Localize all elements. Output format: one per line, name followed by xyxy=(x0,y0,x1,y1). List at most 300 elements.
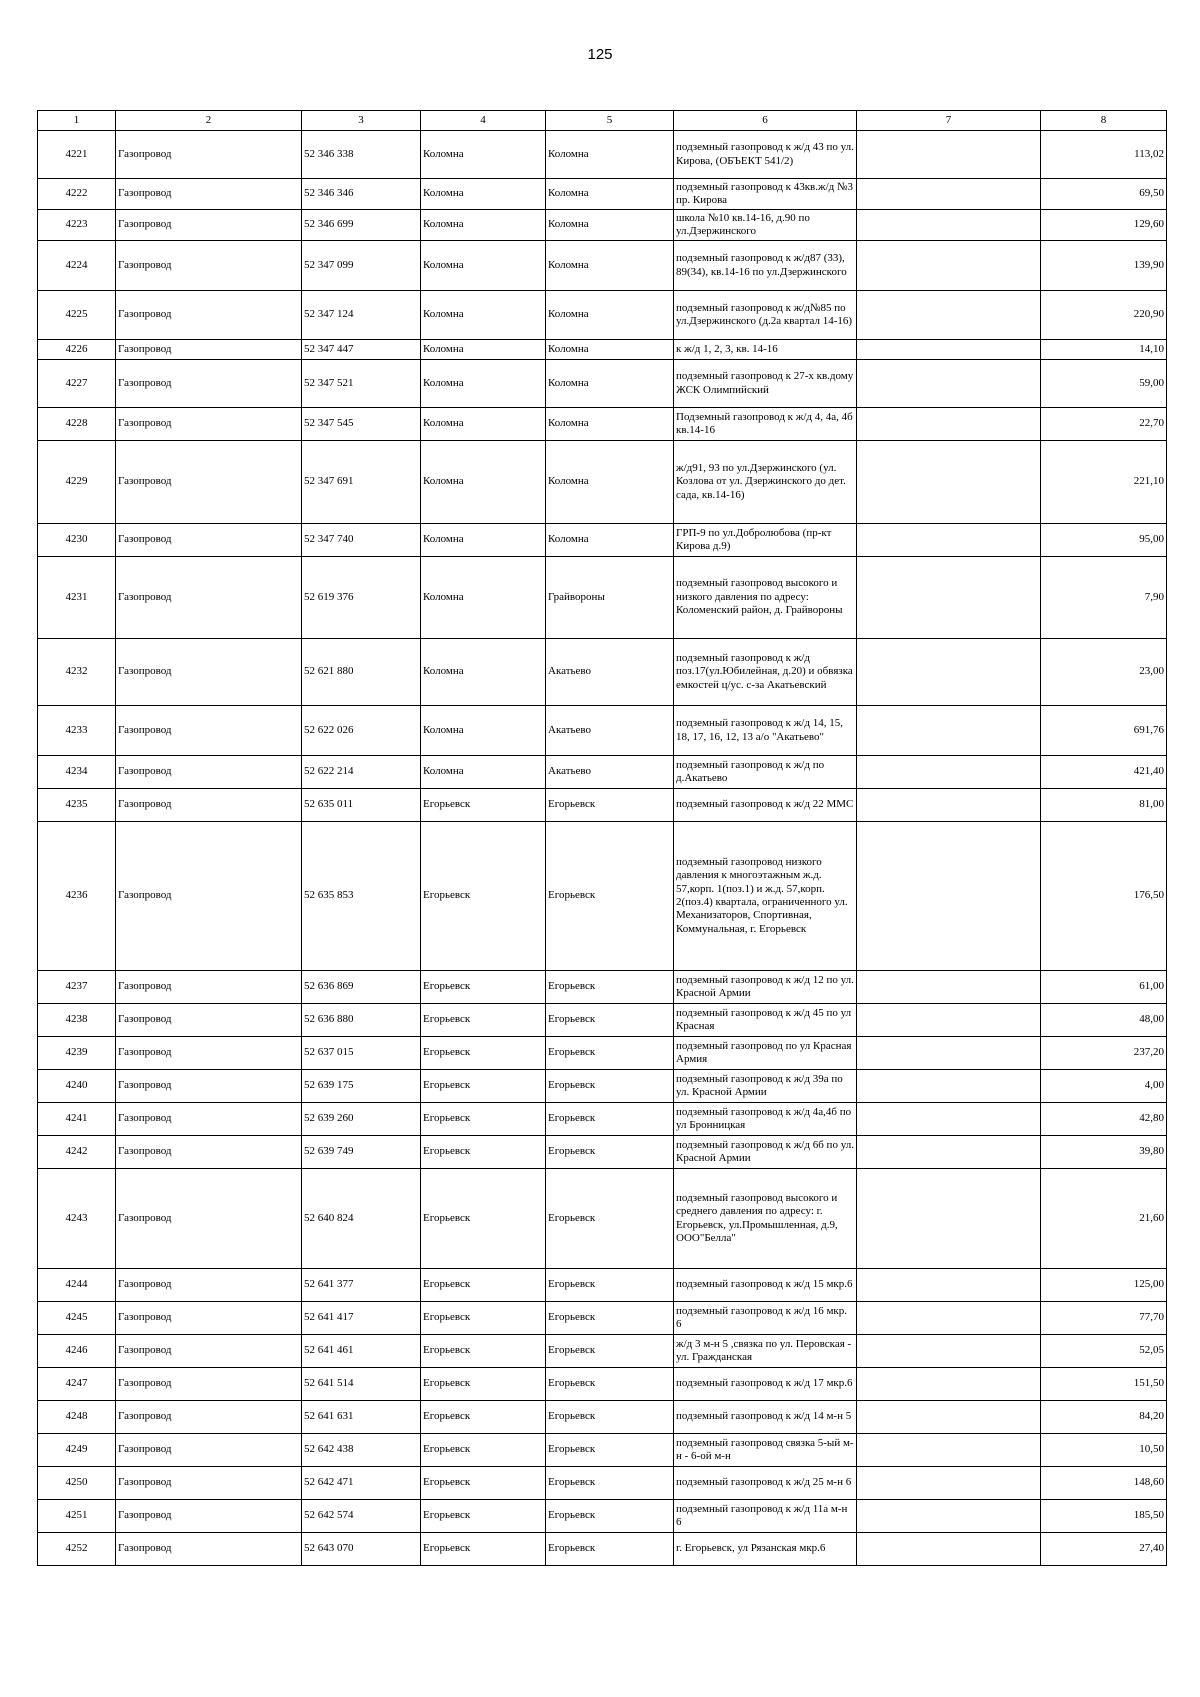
table-row xyxy=(38,360,1167,408)
district: Коломна xyxy=(421,441,546,524)
object-value: 14,10 xyxy=(1041,340,1167,360)
table-row xyxy=(38,1169,1167,1269)
column-header: 5 xyxy=(546,111,674,131)
column-7 xyxy=(857,756,1041,789)
table-row xyxy=(38,1401,1167,1434)
district: Егорьевск xyxy=(421,1401,546,1434)
column-7 xyxy=(857,639,1041,706)
object-value: 10,50 xyxy=(1041,1434,1167,1467)
row-number: 4252 xyxy=(38,1533,116,1566)
locality: Егорьевск xyxy=(546,1136,674,1169)
column-7 xyxy=(857,241,1041,291)
district: Егорьевск xyxy=(421,1434,546,1467)
object-code: 52 636 869 xyxy=(302,971,421,1004)
object-value: 421,40 xyxy=(1041,756,1167,789)
object-description: г. Егорьевск, ул Рязанская мкр.6 xyxy=(674,1533,857,1566)
object-value: 691,76 xyxy=(1041,706,1167,756)
district: Коломна xyxy=(421,756,546,789)
object-value: 129,60 xyxy=(1041,210,1167,241)
locality: Коломна xyxy=(546,441,674,524)
object-value: 221,10 xyxy=(1041,441,1167,524)
column-7 xyxy=(857,291,1041,340)
locality: Егорьевск xyxy=(546,1037,674,1070)
table-row xyxy=(38,340,1167,360)
table-row xyxy=(38,1368,1167,1401)
district: Коломна xyxy=(421,524,546,557)
column-7 xyxy=(857,1467,1041,1500)
row-number: 4240 xyxy=(38,1070,116,1103)
column-7 xyxy=(857,1136,1041,1169)
object-value: 185,50 xyxy=(1041,1500,1167,1533)
table-row xyxy=(38,1037,1167,1070)
column-7 xyxy=(857,360,1041,408)
row-number: 4226 xyxy=(38,340,116,360)
object-code: 52 639 260 xyxy=(302,1103,421,1136)
table-row xyxy=(38,557,1167,639)
column-7 xyxy=(857,1070,1041,1103)
column-7 xyxy=(857,971,1041,1004)
locality: Коломна xyxy=(546,131,674,179)
object-description: подземный газопровод к ж/д 11а м-н 6 xyxy=(674,1500,857,1533)
column-7 xyxy=(857,1434,1041,1467)
object-code: 52 619 376 xyxy=(302,557,421,639)
locality: Егорьевск xyxy=(546,1169,674,1269)
row-number: 4223 xyxy=(38,210,116,241)
object-description: подземный газопровод к ж/д№85 по ул.Дзержинского (д.2а квартал 14-16) xyxy=(674,291,857,340)
district: Егорьевск xyxy=(421,1500,546,1533)
locality: Егорьевск xyxy=(546,1500,674,1533)
locality: Коломна xyxy=(546,408,674,441)
table-row xyxy=(38,822,1167,971)
row-number: 4250 xyxy=(38,1467,116,1500)
object-value: 48,00 xyxy=(1041,1004,1167,1037)
locality: Егорьевск xyxy=(546,822,674,971)
district: Егорьевск xyxy=(421,971,546,1004)
column-header: 1 xyxy=(38,111,116,131)
object-type: Газопровод xyxy=(116,1004,302,1037)
table-row xyxy=(38,1004,1167,1037)
object-value: 21,60 xyxy=(1041,1169,1167,1269)
object-type: Газопровод xyxy=(116,756,302,789)
object-code: 52 637 015 xyxy=(302,1037,421,1070)
column-7 xyxy=(857,1004,1041,1037)
table-row xyxy=(38,1434,1167,1467)
object-code: 52 622 026 xyxy=(302,706,421,756)
object-code: 52 641 417 xyxy=(302,1302,421,1335)
object-description: ж/д91, 93 по ул.Дзержинского (ул. Козлова от ул. Дзержинского до дет. сада, кв.14-16) xyxy=(674,441,857,524)
object-type: Газопровод xyxy=(116,1302,302,1335)
district: Коломна xyxy=(421,408,546,441)
row-number: 4237 xyxy=(38,971,116,1004)
object-type: Газопровод xyxy=(116,1401,302,1434)
object-type: Газопровод xyxy=(116,789,302,822)
table-row xyxy=(38,756,1167,789)
object-type: Газопровод xyxy=(116,1103,302,1136)
district: Коломна xyxy=(421,557,546,639)
district: Егорьевск xyxy=(421,822,546,971)
district: Коломна xyxy=(421,179,546,210)
district: Егорьевск xyxy=(421,1070,546,1103)
object-description: подземный газопровод к ж/д по д.Акатьево xyxy=(674,756,857,789)
locality: Коломна xyxy=(546,524,674,557)
object-type: Газопровод xyxy=(116,1169,302,1269)
column-header-row xyxy=(38,111,1167,131)
table-body xyxy=(38,131,1167,1566)
object-code: 52 639 175 xyxy=(302,1070,421,1103)
object-value: 69,50 xyxy=(1041,179,1167,210)
object-code: 52 347 740 xyxy=(302,524,421,557)
object-description: подземный газопровод высокого и низкого давления по адресу: Коломенский район, д. Грайвороны xyxy=(674,557,857,639)
object-value: 27,40 xyxy=(1041,1533,1167,1566)
object-code: 52 639 749 xyxy=(302,1136,421,1169)
object-type: Газопровод xyxy=(116,1500,302,1533)
object-code: 52 641 631 xyxy=(302,1401,421,1434)
object-value: 23,00 xyxy=(1041,639,1167,706)
object-value: 42,80 xyxy=(1041,1103,1167,1136)
district: Коломна xyxy=(421,360,546,408)
object-value: 39,80 xyxy=(1041,1136,1167,1169)
object-description: подземный газопровод по ул Красная Армия xyxy=(674,1037,857,1070)
table-row xyxy=(38,1533,1167,1566)
district: Егорьевск xyxy=(421,1368,546,1401)
object-value: 77,70 xyxy=(1041,1302,1167,1335)
object-description: подземный газопровод к ж/д 14, 15, 18, 17, 16, 12, 13 а/о "Акатьево" xyxy=(674,706,857,756)
row-number: 4249 xyxy=(38,1434,116,1467)
locality: Егорьевск xyxy=(546,789,674,822)
table-row xyxy=(38,1467,1167,1500)
locality: Коломна xyxy=(546,360,674,408)
locality: Коломна xyxy=(546,179,674,210)
object-code: 52 641 377 xyxy=(302,1269,421,1302)
locality: Егорьевск xyxy=(546,1401,674,1434)
row-number: 4236 xyxy=(38,822,116,971)
object-description: подземный газопровод к ж/д 45 по ул Красная xyxy=(674,1004,857,1037)
locality: Акатьево xyxy=(546,639,674,706)
object-description: подземный газопровод к ж/д 6б по ул. Красной Армии xyxy=(674,1136,857,1169)
column-7 xyxy=(857,789,1041,822)
locality: Егорьевск xyxy=(546,1103,674,1136)
object-description: школа №10 кв.14-16, д.90 по ул.Дзержинского xyxy=(674,210,857,241)
row-number: 4234 xyxy=(38,756,116,789)
district: Коломна xyxy=(421,131,546,179)
locality: Егорьевск xyxy=(546,1467,674,1500)
column-7 xyxy=(857,1500,1041,1533)
row-number: 4228 xyxy=(38,408,116,441)
locality: Егорьевск xyxy=(546,1070,674,1103)
table-row xyxy=(38,524,1167,557)
object-description: Подземный газопровод к ж/д 4, 4а, 4б кв.14-16 xyxy=(674,408,857,441)
object-type: Газопровод xyxy=(116,441,302,524)
object-description: к ж/д 1, 2, 3, кв. 14-16 xyxy=(674,340,857,360)
district: Егорьевск xyxy=(421,1467,546,1500)
table-row xyxy=(38,131,1167,179)
row-number: 4247 xyxy=(38,1368,116,1401)
locality: Егорьевск xyxy=(546,971,674,1004)
district: Егорьевск xyxy=(421,1103,546,1136)
object-description: ж/д 3 м-н 5 ,связка по ул. Перовская - ул. Гражданская xyxy=(674,1335,857,1368)
object-code: 52 642 438 xyxy=(302,1434,421,1467)
registry-table xyxy=(37,110,1167,1566)
object-code: 52 635 853 xyxy=(302,822,421,971)
object-description: подземный газопровод к ж/д87 (33), 89(34), кв.14-16 по ул.Дзержинского xyxy=(674,241,857,291)
locality: Коломна xyxy=(546,210,674,241)
table-row xyxy=(38,408,1167,441)
object-code: 52 346 338 xyxy=(302,131,421,179)
object-type: Газопровод xyxy=(116,1070,302,1103)
table-row xyxy=(38,639,1167,706)
object-type: Газопровод xyxy=(116,131,302,179)
table-row xyxy=(38,1136,1167,1169)
object-code: 52 346 346 xyxy=(302,179,421,210)
object-type: Газопровод xyxy=(116,1533,302,1566)
object-code: 52 347 691 xyxy=(302,441,421,524)
table-row xyxy=(38,1269,1167,1302)
object-code: 52 346 699 xyxy=(302,210,421,241)
column-7 xyxy=(857,557,1041,639)
district: Егорьевск xyxy=(421,1037,546,1070)
object-value: 59,00 xyxy=(1041,360,1167,408)
table-row xyxy=(38,1500,1167,1533)
row-number: 4230 xyxy=(38,524,116,557)
object-type: Газопровод xyxy=(116,639,302,706)
table-row xyxy=(38,291,1167,340)
object-type: Газопровод xyxy=(116,340,302,360)
district: Егорьевск xyxy=(421,1335,546,1368)
object-description: подземный газопровод высокого и среднего давления по адресу: г. Егорьевск, ул.Промышленная, д.9, ООО"Белла" xyxy=(674,1169,857,1269)
column-7 xyxy=(857,1368,1041,1401)
row-number: 4245 xyxy=(38,1302,116,1335)
object-description: подземный газопровод к ж/д 25 м-н 6 xyxy=(674,1467,857,1500)
row-number: 4238 xyxy=(38,1004,116,1037)
district: Коломна xyxy=(421,210,546,241)
row-number: 4227 xyxy=(38,360,116,408)
object-type: Газопровод xyxy=(116,1467,302,1500)
locality: Коломна xyxy=(546,291,674,340)
object-description: ГРП-9 по ул.Добролюбова (пр-кт Кирова д.9) xyxy=(674,524,857,557)
district: Егорьевск xyxy=(421,789,546,822)
object-type: Газопровод xyxy=(116,1335,302,1368)
column-header: 4 xyxy=(421,111,546,131)
object-code: 52 622 214 xyxy=(302,756,421,789)
row-number: 4225 xyxy=(38,291,116,340)
table-row xyxy=(38,210,1167,241)
object-description: подземный газопровод к ж/д 16 мкр. 6 xyxy=(674,1302,857,1335)
row-number: 4232 xyxy=(38,639,116,706)
column-7 xyxy=(857,1269,1041,1302)
object-code: 52 640 824 xyxy=(302,1169,421,1269)
district: Егорьевск xyxy=(421,1004,546,1037)
row-number: 4241 xyxy=(38,1103,116,1136)
locality: Грайвороны xyxy=(546,557,674,639)
locality: Коломна xyxy=(546,340,674,360)
column-7 xyxy=(857,408,1041,441)
object-type: Газопровод xyxy=(116,524,302,557)
column-7 xyxy=(857,340,1041,360)
object-value: 151,50 xyxy=(1041,1368,1167,1401)
object-type: Газопровод xyxy=(116,1136,302,1169)
object-description: подземный газопровод к ж/д 15 мкр.6 xyxy=(674,1269,857,1302)
object-code: 52 643 070 xyxy=(302,1533,421,1566)
object-value: 113,02 xyxy=(1041,131,1167,179)
object-code: 52 641 514 xyxy=(302,1368,421,1401)
object-type: Газопровод xyxy=(116,1368,302,1401)
district: Егорьевск xyxy=(421,1269,546,1302)
table-row xyxy=(38,789,1167,822)
object-description: подземный газопровод к ж/д 39а по ул. Красной Армии xyxy=(674,1070,857,1103)
district: Егорьевск xyxy=(421,1169,546,1269)
object-type: Газопровод xyxy=(116,706,302,756)
object-code: 52 642 574 xyxy=(302,1500,421,1533)
object-value: 139,90 xyxy=(1041,241,1167,291)
object-code: 52 621 880 xyxy=(302,639,421,706)
object-type: Газопровод xyxy=(116,557,302,639)
locality: Егорьевск xyxy=(546,1269,674,1302)
object-type: Газопровод xyxy=(116,408,302,441)
table-row xyxy=(38,1103,1167,1136)
column-header: 3 xyxy=(302,111,421,131)
object-code: 52 347 545 xyxy=(302,408,421,441)
district: Егорьевск xyxy=(421,1136,546,1169)
object-type: Газопровод xyxy=(116,1434,302,1467)
table-row xyxy=(38,241,1167,291)
object-code: 52 347 124 xyxy=(302,291,421,340)
object-description: подземный газопровод к ж/д 17 мкр.6 xyxy=(674,1368,857,1401)
object-value: 81,00 xyxy=(1041,789,1167,822)
object-value: 7,90 xyxy=(1041,557,1167,639)
column-header: 8 xyxy=(1041,111,1167,131)
table-row xyxy=(38,971,1167,1004)
locality: Егорьевск xyxy=(546,1302,674,1335)
object-type: Газопровод xyxy=(116,971,302,1004)
column-7 xyxy=(857,524,1041,557)
column-header: 2 xyxy=(116,111,302,131)
column-7 xyxy=(857,131,1041,179)
district: Коломна xyxy=(421,241,546,291)
row-number: 4242 xyxy=(38,1136,116,1169)
column-7 xyxy=(857,179,1041,210)
row-number: 4222 xyxy=(38,179,116,210)
object-type: Газопровод xyxy=(116,179,302,210)
object-description: подземный газопровод к ж/д поз.17(ул.Юбилейная, д.20) и обвязка емкостей ц/ус. с-за Акатьевский xyxy=(674,639,857,706)
object-type: Газопровод xyxy=(116,822,302,971)
column-7 xyxy=(857,1037,1041,1070)
district: Коломна xyxy=(421,706,546,756)
row-number: 4251 xyxy=(38,1500,116,1533)
column-header: 7 xyxy=(857,111,1041,131)
object-code: 52 641 461 xyxy=(302,1335,421,1368)
row-number: 4235 xyxy=(38,789,116,822)
object-value: 52,05 xyxy=(1041,1335,1167,1368)
object-code: 52 347 521 xyxy=(302,360,421,408)
row-number: 4239 xyxy=(38,1037,116,1070)
object-description: подземный газопровод к 43кв.ж/д №3 пр. Кирова xyxy=(674,179,857,210)
object-value: 95,00 xyxy=(1041,524,1167,557)
row-number: 4246 xyxy=(38,1335,116,1368)
object-type: Газопровод xyxy=(116,241,302,291)
row-number: 4229 xyxy=(38,441,116,524)
object-description: подземный газопровод к 27-х кв.дому ЖСК Олимпийский xyxy=(674,360,857,408)
row-number: 4233 xyxy=(38,706,116,756)
locality: Акатьево xyxy=(546,706,674,756)
row-number: 4224 xyxy=(38,241,116,291)
object-code: 52 642 471 xyxy=(302,1467,421,1500)
district: Егорьевск xyxy=(421,1302,546,1335)
column-header: 6 xyxy=(674,111,857,131)
object-value: 125,00 xyxy=(1041,1269,1167,1302)
column-7 xyxy=(857,1302,1041,1335)
table-row xyxy=(38,706,1167,756)
object-value: 4,00 xyxy=(1041,1070,1167,1103)
column-7 xyxy=(857,822,1041,971)
object-description: подземный газопровод низкого давления к многоэтажным ж.д. 57,корп. 1(поз.1) и ж.д. 57,корп. 2(поз.4) квартала, ограниченного ул. Механизаторов, Спортивная, Коммунальная, г. Егорьевск xyxy=(674,822,857,971)
object-code: 52 347 447 xyxy=(302,340,421,360)
row-number: 4221 xyxy=(38,131,116,179)
object-code: 52 347 099 xyxy=(302,241,421,291)
object-type: Газопровод xyxy=(116,291,302,340)
object-value: 220,90 xyxy=(1041,291,1167,340)
column-7 xyxy=(857,706,1041,756)
object-value: 84,20 xyxy=(1041,1401,1167,1434)
locality: Коломна xyxy=(546,241,674,291)
locality: Егорьевск xyxy=(546,1533,674,1566)
row-number: 4244 xyxy=(38,1269,116,1302)
object-code: 52 636 880 xyxy=(302,1004,421,1037)
locality: Егорьевск xyxy=(546,1368,674,1401)
object-description: подземный газопровод связка 5-ый м-н - 6-ой м-н xyxy=(674,1434,857,1467)
row-number: 4231 xyxy=(38,557,116,639)
object-value: 61,00 xyxy=(1041,971,1167,1004)
page-number: 125 xyxy=(587,46,613,63)
column-7 xyxy=(857,1401,1041,1434)
object-description: подземный газопровод к ж/д 12 по ул. Красной Армии xyxy=(674,971,857,1004)
table-row xyxy=(38,1302,1167,1335)
object-description: подземный газопровод к ж/д 22 ММС xyxy=(674,789,857,822)
locality: Егорьевск xyxy=(546,1335,674,1368)
table-row xyxy=(38,179,1167,210)
table-row xyxy=(38,1335,1167,1368)
locality: Акатьево xyxy=(546,756,674,789)
row-number: 4243 xyxy=(38,1169,116,1269)
object-description: подземный газопровод к ж/д 14 м-н 5 xyxy=(674,1401,857,1434)
locality: Егорьевск xyxy=(546,1004,674,1037)
column-7 xyxy=(857,1103,1041,1136)
column-7 xyxy=(857,441,1041,524)
object-value: 22,70 xyxy=(1041,408,1167,441)
object-value: 176,50 xyxy=(1041,822,1167,971)
object-value: 237,20 xyxy=(1041,1037,1167,1070)
row-number: 4248 xyxy=(38,1401,116,1434)
column-7 xyxy=(857,1533,1041,1566)
object-value: 148,60 xyxy=(1041,1467,1167,1500)
column-7 xyxy=(857,1335,1041,1368)
object-type: Газопровод xyxy=(116,1037,302,1070)
table-row xyxy=(38,1070,1167,1103)
object-description: подземный газопровод к ж/д 4а,4б по ул Бронницкая xyxy=(674,1103,857,1136)
column-7 xyxy=(857,1169,1041,1269)
district: Коломна xyxy=(421,639,546,706)
district: Егорьевск xyxy=(421,1533,546,1566)
object-type: Газопровод xyxy=(116,210,302,241)
locality: Егорьевск xyxy=(546,1434,674,1467)
district: Коломна xyxy=(421,291,546,340)
district: Коломна xyxy=(421,340,546,360)
object-type: Газопровод xyxy=(116,1269,302,1302)
object-code: 52 635 011 xyxy=(302,789,421,822)
object-description: подземный газопровод к ж/д 43 по ул. Кирова, (ОБЪЕКТ 541/2) xyxy=(674,131,857,179)
column-7 xyxy=(857,210,1041,241)
object-type: Газопровод xyxy=(116,360,302,408)
table-row xyxy=(38,441,1167,524)
